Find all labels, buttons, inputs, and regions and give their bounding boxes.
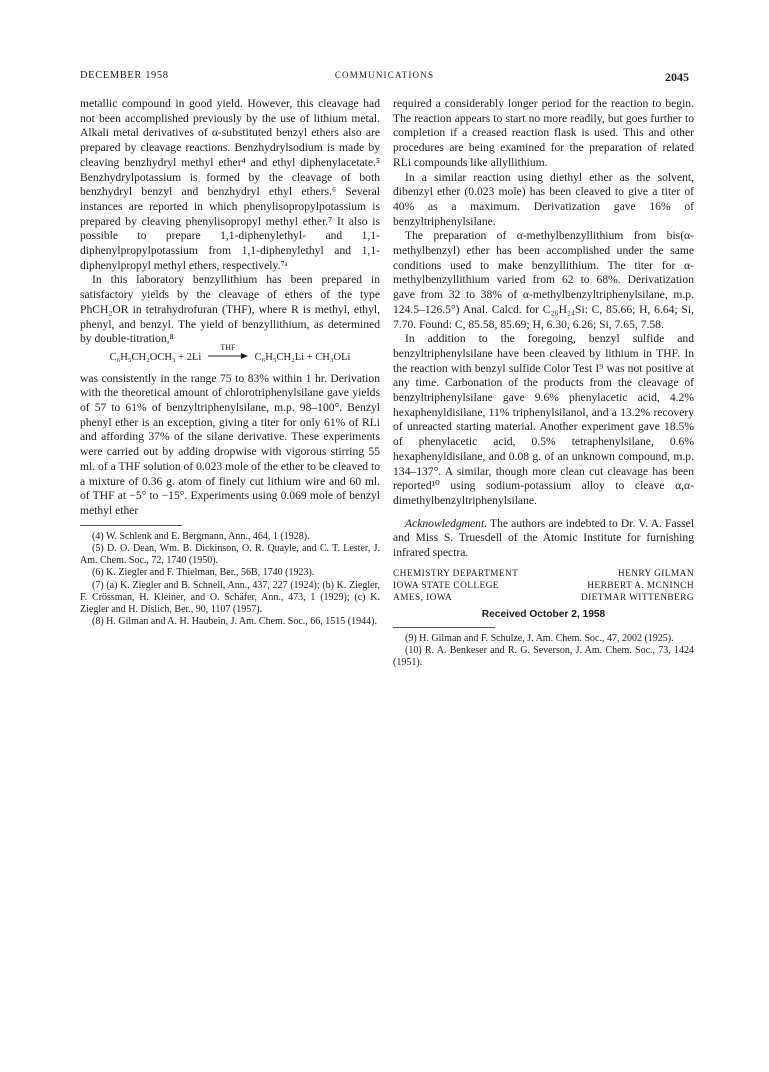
right-paragraph-3: The preparation of α-methylbenzyllithium from bis(α-methylbenzyl) ether has been accomplished under the same conditions used to make benzyllithium. The titer for α-methylbenzyllithium varied from 62 to 68%. Derivatization gave from 32 to 38% of α-methylbenzyltriphenylsilane, m.p. 124.5–126.5°) Anal. Calcd. for C₂₆H₂₄Si: C, 85.66; H, 6.64; Si, 7.70. Found: C, 85.58, 85.69; H, 6.30, 6.26; Si, 7.65, 7.58. bbox=[393, 229, 694, 331]
page-number: 2045 bbox=[665, 70, 689, 84]
right-paragraph-1: required a considerably longer period for the reaction to begin. The reaction appears to start no more readily, but goes further to completion if a creased reaction flask is used. This and other procedures are being examined for the preparation of related RLi compounds like allyllithium. bbox=[393, 97, 694, 169]
footnote-7: (7) (a) K. Ziegler and B. Schnell, Ann., 437, 227 (1924); (b) K. Ziegler, F. Crössman, H. Kleiner, and O. Schäfer, Ann., 473, 1 (1929); (c) K. Ziegler and H. Dislich, Ber., 90, 1107 (1957). bbox=[80, 579, 380, 615]
equation-solvent: THF bbox=[220, 342, 236, 352]
right-paragraph-4: In addition to the foregoing, benzyl sulfide and benzyltriphenylsilane have been cleaved by lithium in THF. In the reaction with benzyl sulfide Color Test I⁹ was not positive at any time. Carbonation of the products from the cleavage of benzyltriphenylsilane gave 9.6% phenylacetic acid, 4.2% hexaphenyldisilane, 11% triphenylsilanol, and a 13.2% recovery of unreacted starting material. Another experiment gave 18.5% of phenylacetic acid, 0.5% tetraphenylsilane, 0.6% hexaphenyldisilane, and 0.08 g. of an unknown compound, m.p. 134–137°. A similar, though more clean cut cleavage has been reported¹⁰ using sodium-potassium alloy to cleave α,α-dimethylbenzyltriphenylsilane. bbox=[393, 332, 694, 507]
right-column bbox=[393, 97, 694, 669]
header-section: COMMUNICATIONS bbox=[334, 70, 435, 80]
equation-lhs: C₆H₅CH₂OCH₃ + 2Li bbox=[109, 351, 202, 363]
acknowledgment bbox=[393, 517, 694, 561]
reaction-equation bbox=[80, 342, 380, 366]
left-paragraph-2: In this laboratory benzyllithium has been prepared in satisfactory yields by the cleavage of ethers of the type PhCH₂OR in tetrahydrofuran (THF), where R is methyl, ethyl, phenyl, and benzyl. The yield of benzyllithium, as determined by double-titration,⁸ bbox=[80, 273, 380, 346]
footnote-4: (4) W. Schlenk and E. Bergmann, Ann., 464, 1 (1928). bbox=[92, 530, 310, 542]
author-3: DIETMAR WITTENBERG bbox=[580, 592, 694, 603]
footnote-8: (8) H. Gilman and A. H. Haubein, J. Am. Chem. Soc., 66, 1515 (1944). bbox=[92, 616, 377, 628]
affiliation-block bbox=[393, 568, 694, 604]
footnote-10: (10) R. A. Benkeser and R. G. Severson, J. Am. Chem. Soc., 73, 1424 (1951). bbox=[393, 644, 694, 668]
institution-line-3: AMES, IOWA bbox=[393, 592, 453, 603]
left-paragraph-3: was consistently in the range 75 to 83% within 1 hr. Derivation with the theoretical amount of chlorotriphenylsilane gave yields of 57 to 61% of benzyltriphenylsilane, m.p. 98–100°. Benzyl phenyl ether is an exception, giving a titer for only 61% of RLi and affording 37% of the silane derivative. These experiments were carried out by adding dropwise with vigorous stirring 55 ml. of a THF solution of 0.023 mole of the ether to be cleaved to a mixture of 0.36 g. atom of finely cut lithium wire and 60 ml. of THF at −5° to −15°. Experiments using 0.069 mole of benzyl methyl ether bbox=[80, 371, 380, 517]
received-date: Received October 2, 1958 bbox=[481, 608, 606, 620]
footnote-5: (5) D. O. Dean, Wm. B. Dickinson, O. R. Quayle, and C. T. Lester, J. Am. Chem. Soc., 72, 1740 (1950). bbox=[80, 542, 380, 567]
equation-rhs: C₆H₅CH₂Li + CH₃OLi bbox=[254, 351, 351, 363]
left-paragraph-1: metallic compound in good yield. However, this cleavage had not been accomplished previously by the use of lithium metal. Alkali metal derivatives of α-substituted benzyl ethers also are prepared by cleavage reactions. Benzhydrylsodium is made by cleaving benzhydryl methyl ether⁴ and ethyl diphenylacetate.⁵ Benzhydrylpotassium is formed by the cleavage of both benzhydryl benzyl and benzhydryl ethyl ethers.⁶ Several instances are reported in which phenylisopropylpotassium is prepared by cleaving phenylisopropyl methyl ether.⁷ It also is possible to prepare 1,1-diphenylethyl- and 1,1-diphenylpropylpotassium from 1,1-diphenylethyl and 1,1-diphenylpropyl methyl ethers, respectively.⁷ᵃ bbox=[80, 97, 380, 272]
acknowledgment-label: Acknowledgment. bbox=[405, 516, 488, 530]
authors bbox=[581, 568, 694, 604]
author-1: HENRY GILMAN bbox=[617, 568, 694, 579]
author-2: HERBERT A. MCNINCH bbox=[587, 580, 694, 591]
institution-line-1: CHEMISTRY DEPARTMENT bbox=[393, 568, 519, 579]
footnote-9: (9) H. Gilman and F. Schulze, J. Am. Chem. Soc., 47, 2002 (1925). bbox=[405, 632, 674, 644]
institution-line-2: IOWA STATE COLLEGE bbox=[393, 580, 499, 591]
reaction-arrow-icon bbox=[208, 342, 248, 366]
footnote-divider bbox=[80, 525, 182, 526]
footnote-6: (6) K. Ziegler and F. Thielman, Ber., 56B, 1740 (1923). bbox=[92, 567, 315, 579]
page-header bbox=[0, 70, 769, 84]
acknowledgment-text: The authors are indebted to Dr. V. A. Fassel and Miss S. Truesdell of the Atomic Institute for furnishing infrared spectra. bbox=[393, 516, 694, 560]
institution bbox=[393, 568, 518, 604]
header-date: DECEMBER 1958 bbox=[80, 70, 169, 81]
left-column bbox=[80, 97, 380, 628]
right-paragraph-2: In a similar reaction using diethyl ether as the solvent, dibenzyl ether (0.023 mole) has been cleaved to give a titer of 40% as a maximum. Derivatization gave 16% of benzyltriphenylsilane. bbox=[393, 170, 694, 228]
footnote-divider-right bbox=[393, 627, 495, 628]
